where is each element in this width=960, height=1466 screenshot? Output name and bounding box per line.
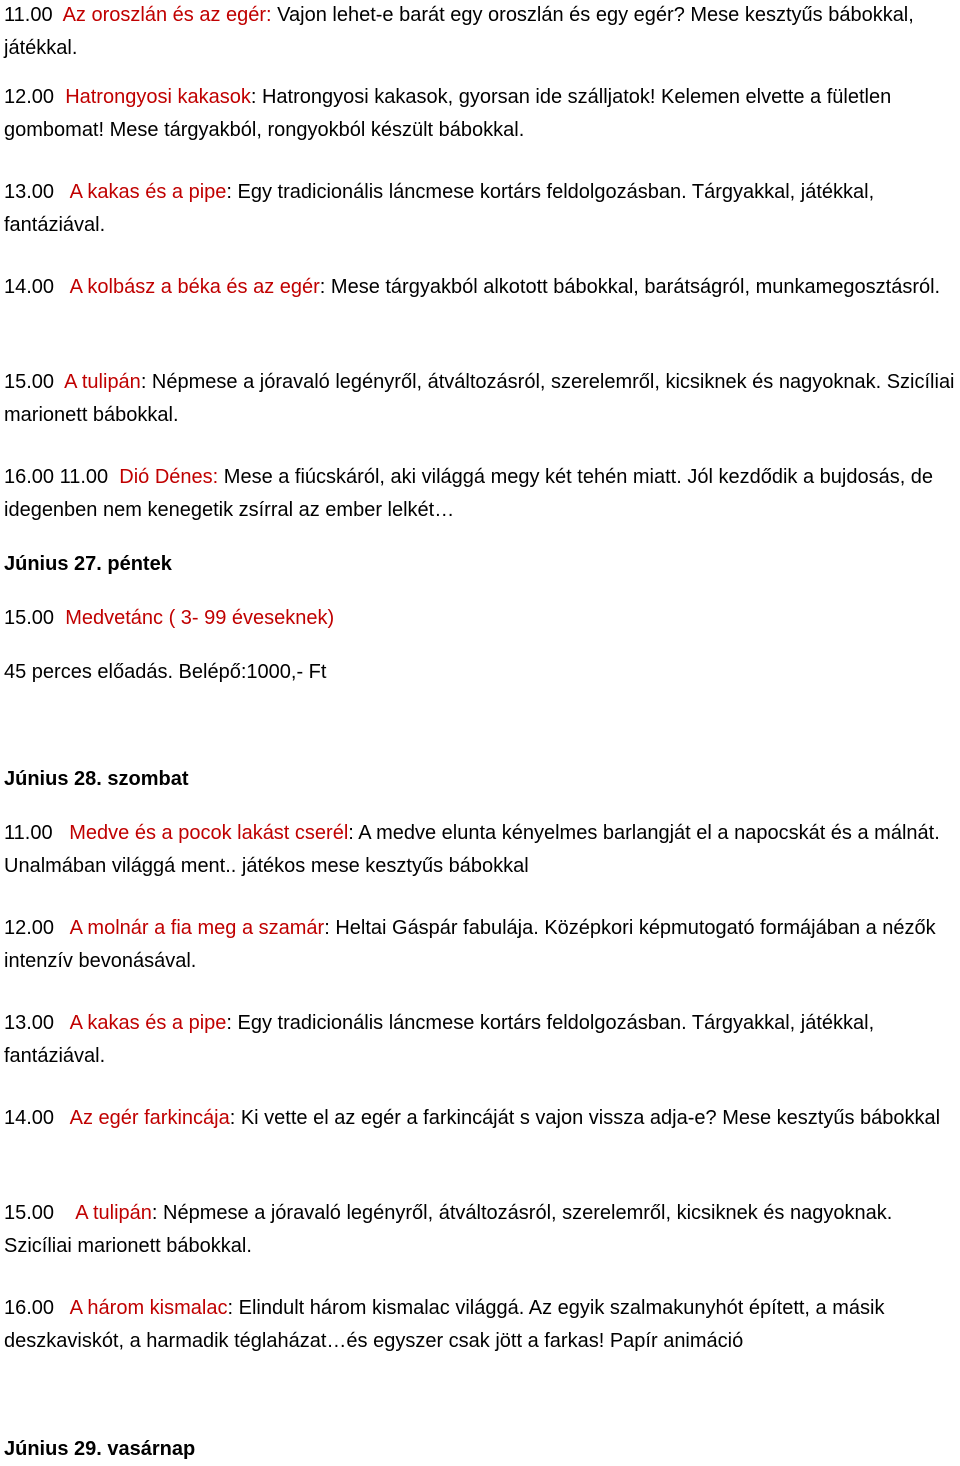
entry-time: 12.00 xyxy=(4,86,55,108)
entry-title: Az oroszlán és az egér: xyxy=(62,4,272,26)
entry-title: A tulipán xyxy=(64,371,141,393)
entry-title: A kolbász a béka és az egér xyxy=(69,276,320,298)
program-entry xyxy=(4,1007,956,1073)
entry-description: Mese a fiúcskáról, aki világgá megy két tehén miatt. Jól kezdődik a bujdosás, de idegenben nem kenegetik zsírral az ember lelkét… xyxy=(4,466,934,521)
entry-description: : Mese tárgyakból alkotott bábokkal, barátságról, munkamegosztásról. xyxy=(319,276,941,298)
entry-description: : Népmese a jóravaló legényről, átváltozásról, szerelemről, kicsiknek és nagyoknak. Szicíliai marionett bábokkal. xyxy=(4,1202,893,1257)
entry-time: 15.00 xyxy=(4,607,55,629)
entry-description: : Heltai Gáspár fabulája. Középkori képmutogató formájában a nézők intenzív bevonásával. xyxy=(4,917,936,972)
entry-time: 14.00 xyxy=(4,276,55,298)
entry-description: : Egy tradicionális láncmese kortárs feldolgozásban. Tárgyakkal, játékkal, fantáziával. xyxy=(4,181,875,236)
entry-time: 13.00 xyxy=(4,181,55,203)
entry-description: : Elindult három kismalac világgá. Az egyik szalmakunyhót épített, a másik deszkaviskót, a harmadik téglaházat…és egyszer csak jött a farkas! Papír animáció xyxy=(4,1297,885,1352)
entry-time: 15.00 xyxy=(4,371,55,393)
program-entry xyxy=(4,602,956,635)
entry-title: Dió Dénes: xyxy=(119,466,219,488)
performance-note: 45 perces előadás. Belépő:1000,- Ft xyxy=(4,661,327,683)
program-entry xyxy=(4,912,956,978)
program-entry xyxy=(4,1102,956,1135)
program-entry xyxy=(4,271,956,304)
entry-title: A molnár a fia meg a szamár xyxy=(69,917,325,939)
entry-title: A tulipán xyxy=(75,1202,152,1224)
entry-title: Az egér farkincája xyxy=(69,1107,230,1129)
program-entry xyxy=(4,81,956,147)
entry-time: 13.00 xyxy=(4,1012,55,1034)
entry-description: : A medve elunta kényelmes barlangját el a napocskát és a málnát. Unalmában világgá ment.. játékos mese kesztyűs bábokkal xyxy=(4,822,940,877)
program-entry xyxy=(4,176,956,242)
entry-description: : Egy tradicionális láncmese kortárs feldolgozásban. Tárgyakkal, játékkal, fantáziával. xyxy=(4,1012,875,1067)
entry-description: : Népmese a jóravaló legényről, átváltozásról, szerelemről, kicsiknek és nagyoknak. Szicíliai marionett bábokkal. xyxy=(4,371,955,426)
program-entry xyxy=(4,461,956,527)
entry-title: A kakas és a pipe xyxy=(69,1012,227,1034)
entry-title: Medvetánc ( 3- 99 éveseknek) xyxy=(65,607,335,629)
entry-time: 14.00 xyxy=(4,1107,55,1129)
entry-title: A három kismalac xyxy=(69,1297,228,1319)
entry-title: Hatrongyosi kakasok xyxy=(65,86,251,108)
program-entry xyxy=(4,366,956,432)
entry-time: 16.00 xyxy=(4,1297,55,1319)
day-heading-june-29: Június 29. vasárnap xyxy=(4,1438,196,1460)
entry-description: : Ki vette el az egér a farkincáját s vajon vissza adja-e? Mese kesztyűs bábokkal xyxy=(229,1107,941,1129)
entry-description: Vajon lehet-e barát egy oroszlán és egy egér? Mese kesztyűs bábokkal, játékkal. xyxy=(4,4,914,59)
program-entry xyxy=(4,1292,956,1358)
entry-title: A kakas és a pipe xyxy=(69,181,227,203)
day-heading-june-27: Június 27. péntek xyxy=(4,553,172,575)
entry-time: 15.00 xyxy=(4,1202,55,1224)
day-heading-june-28: Június 28. szombat xyxy=(4,768,189,790)
entry-title: Medve és a pocok lakást cserél xyxy=(69,822,349,844)
entry-time: 12.00 xyxy=(4,917,55,939)
entry-time: 11.00 xyxy=(4,822,53,844)
program-entry xyxy=(4,817,956,883)
program-entry xyxy=(4,1197,956,1263)
entry-time: 11.00 xyxy=(4,4,53,26)
entry-description: : Hatrongyosi kakasok, gyorsan ide szálljatok! Kelemen elvette a fületlen gombomat! Mese tárgyakból, rongyokból készült bábokkal. xyxy=(4,86,892,141)
entry-time: 16.00 11.00 xyxy=(4,466,109,488)
program-entry xyxy=(4,0,956,65)
